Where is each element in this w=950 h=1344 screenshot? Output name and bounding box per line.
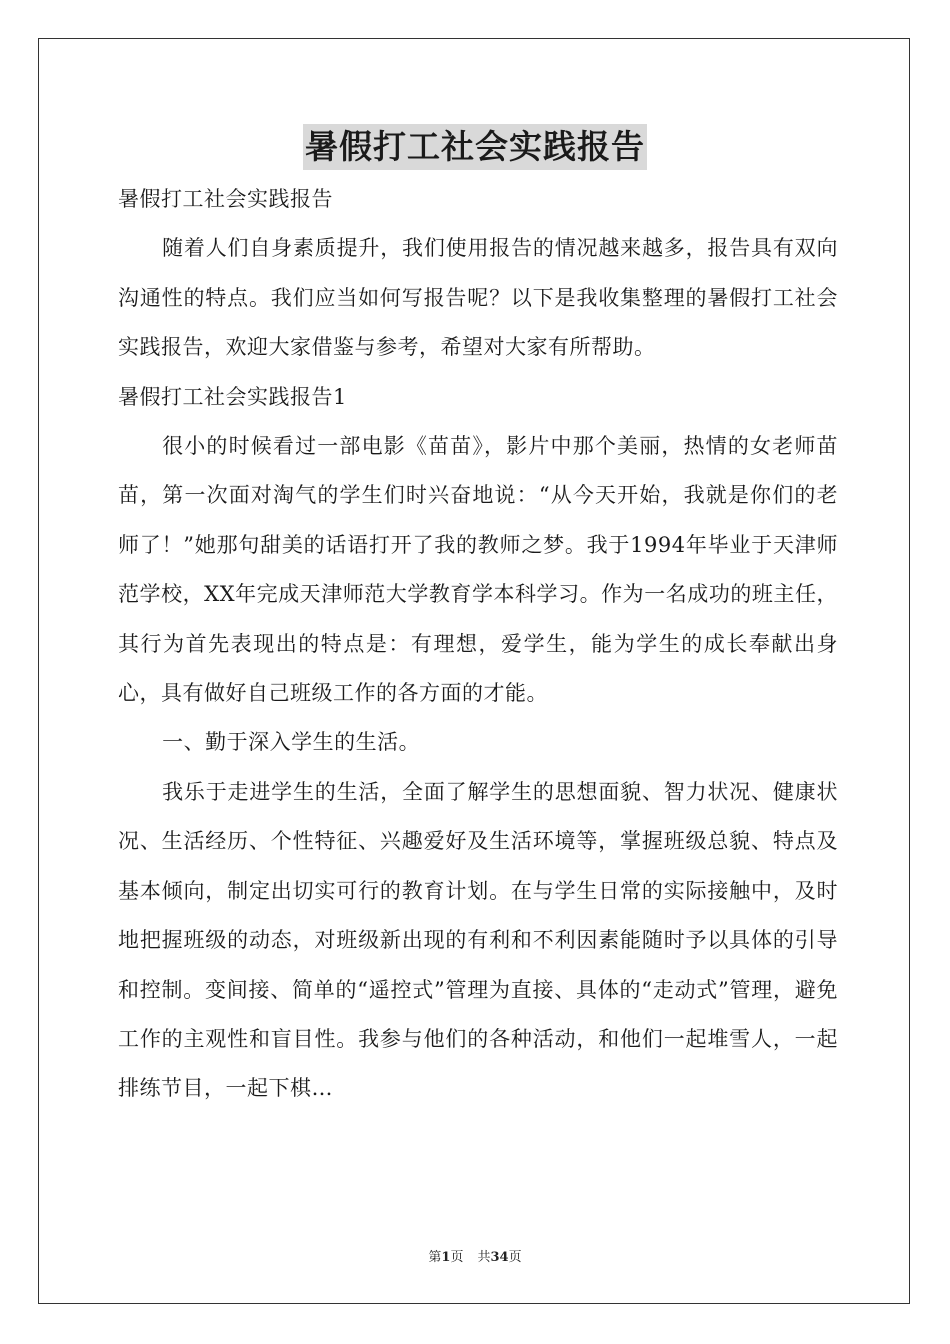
total-suffix: 页 [508, 1250, 522, 1265]
page-suffix: 页 [450, 1250, 464, 1265]
total-prefix: 共 [477, 1250, 491, 1265]
paragraph-section-title: 暑假打工社会实践报告1 [118, 384, 347, 409]
paragraph-body: 我乐于走进学生的生活，全面了解学生的思想面貌、智力状况、健康状况、生活经历、个性特征、兴趣爱好及生活环境等，掌握班级总貌、特点及基本倾向，制定出切实可行的教育计划。在与学生日常的实际接触中，及时地把握班级的动态，对班级新出现的有利和不利因素能随时予以具体的引导和控制。变间接、简单的“遥控式”管理为直接、具体的“走动式”管理，避免工作的主观性和盲目性。我参与他们的各种活动，和他们一起堆雪人，一起排练节目，一起下棋… [118, 779, 838, 1101]
document-body [118, 175, 838, 1114]
paragraph-intro: 随着人们自身素质提升，我们使用报告的情况越来越多，报告具有双向沟通性的特点。我们应当如何写报告呢？以下是我收集整理的暑假打工社会实践报告，欢迎大家借鉴与参考，希望对大家有所帮助。 [118, 236, 838, 360]
page-prefix: 第 [428, 1250, 442, 1265]
paragraph-heading-repeat: 暑假打工社会实践报告 [118, 187, 333, 211]
paragraph-subheading: 一、勤于深入学生的生活。 [162, 730, 421, 755]
page-footer [0, 1246, 950, 1265]
page-total: 34 [490, 1250, 509, 1265]
document-title: 暑假打工社会实践报告 [303, 124, 647, 170]
paragraph-story: 很小的时候看过一部电影《苗苗》，影片中那个美丽，热情的女老师苗苗，第一次面对淘气的学生们时兴奋地说：“从今天开始，我就是你们的老师了！”她那句甜美的话语打开了我的教师之梦。我于1994年毕业于天津师范学校，XX年完成天津师范大学教育学本科学习。作为一名成功的班主任，其行为首先表现出的特点是：有理想，爱学生，能为学生的成长奉献出身心，具有做好自己班级工作的各方面的才能。 [118, 434, 838, 706]
title-container [0, 124, 950, 170]
page-current: 1 [441, 1250, 451, 1265]
